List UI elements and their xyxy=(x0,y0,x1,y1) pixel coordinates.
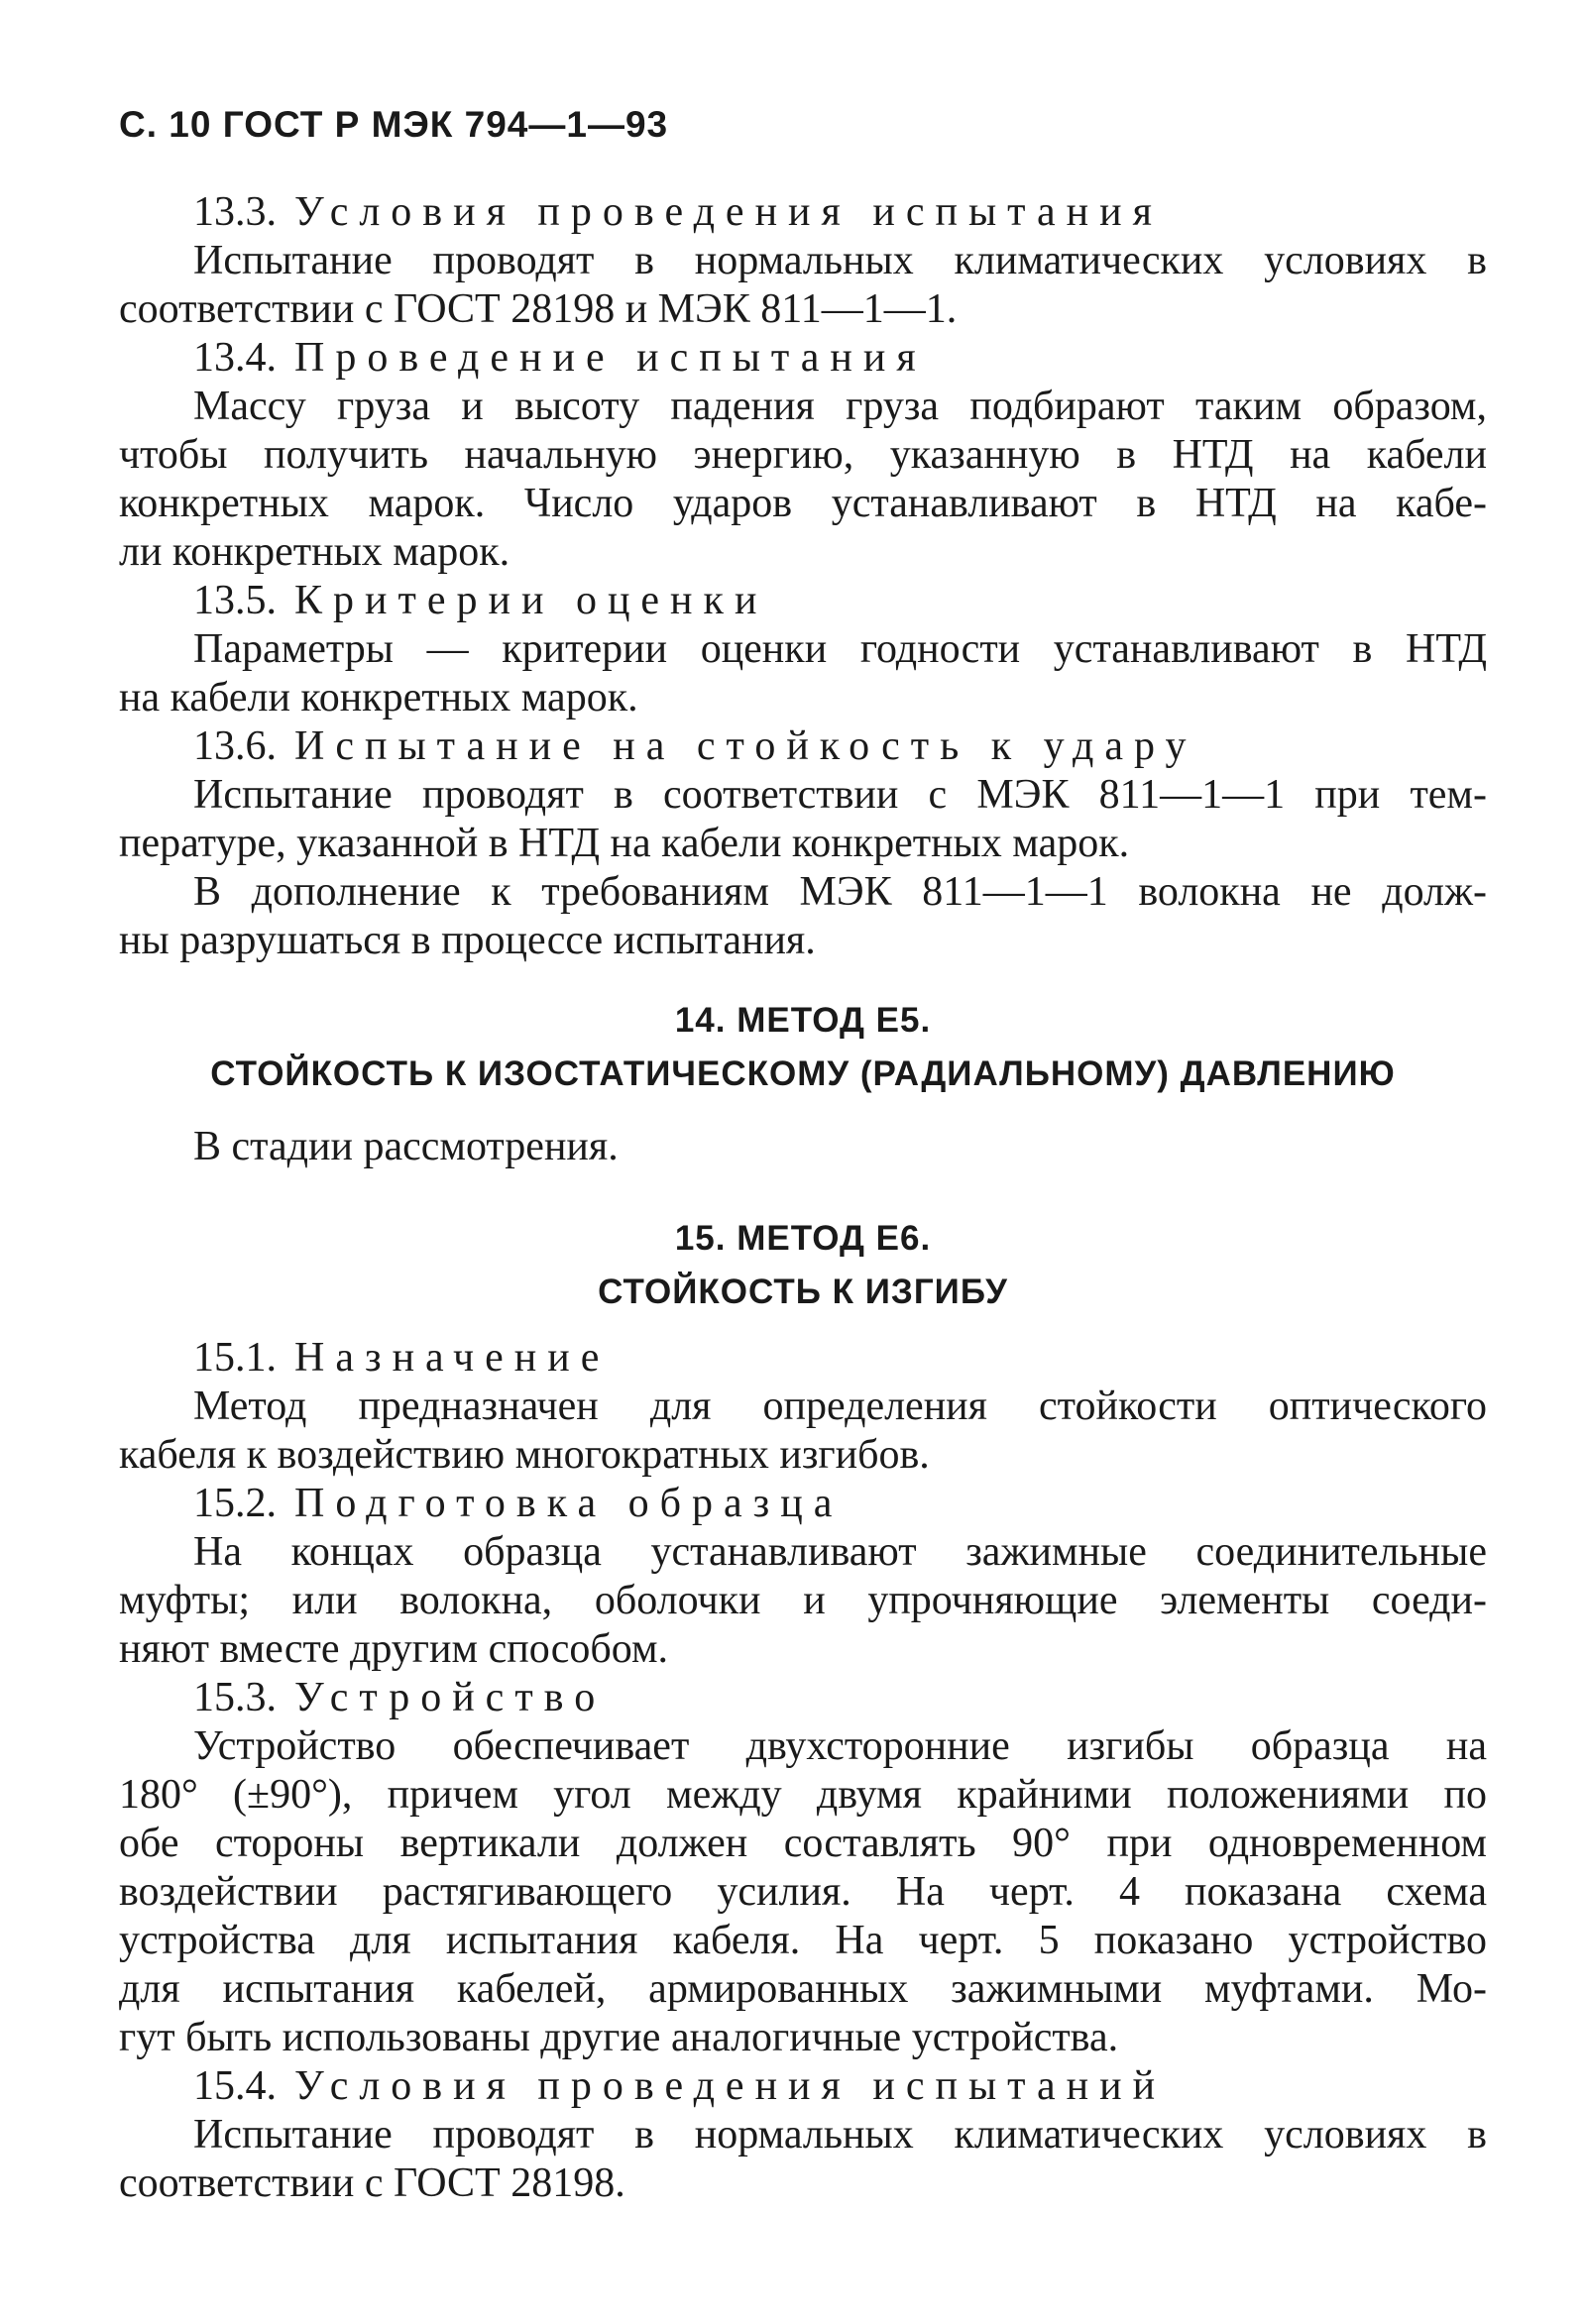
subsection-title: Подготовка образца xyxy=(294,1481,844,1526)
section-15-subtitle: СТОЙКОСТЬ К ИЗГИБУ xyxy=(598,1273,1008,1311)
subsection-heading xyxy=(119,1334,1487,1383)
subsection-heading xyxy=(119,722,1487,771)
text-line: Массу груза и высоту падения груза подбирают таким образом, xyxy=(193,384,1487,429)
text-line: Метод предназначен для определения стойкости оптического xyxy=(193,1383,1487,1429)
running-header: С. 10 ГОСТ Р МЭК 794—1—93 xyxy=(119,104,669,145)
section-15-4 xyxy=(119,2062,1487,2208)
text-line: устройства для испытания кабеля. На черт. 5 показано устройство xyxy=(119,1918,1487,1963)
text-line: В стадии рассмотрения. xyxy=(193,1124,619,1169)
text-line: В дополнение к требованиям МЭК 811—1—1 волокна не долж- xyxy=(193,869,1487,915)
section-13-6 xyxy=(119,722,1487,965)
text-line: Испытание проводят в нормальных климатических условиях в xyxy=(193,238,1487,283)
subsection-heading xyxy=(119,188,1487,237)
text-line: Испытание проводят в нормальных климатических условиях в xyxy=(193,2112,1487,2158)
text-line: кабеля к воздействию многократных изгибов. xyxy=(119,1432,930,1478)
subsection-title: Испытание на стойкость к удару xyxy=(294,723,1197,769)
text-line: соответствии с ГОСТ 28198 и МЭК 811—1—1. xyxy=(119,286,958,332)
subsection-number: 15.1. xyxy=(193,1335,277,1381)
section-14-title: 14. МЕТОД Е5. xyxy=(674,1001,932,1040)
subsection-title: Проведение испытания xyxy=(294,335,927,381)
subsection-heading xyxy=(119,334,1487,383)
text-line: Испытание проводят в соответствии с МЭК 811—1—1 при тем- xyxy=(193,772,1487,818)
section-13-4 xyxy=(119,334,1487,577)
text-line: ли конкретных марок. xyxy=(119,529,510,575)
section-13-5 xyxy=(119,577,1487,722)
text-line: няют вместе другим способом. xyxy=(119,1626,669,1672)
text-line: муфты; или волокна, оболочки и упрочняющие элементы соеди- xyxy=(119,1578,1487,1623)
text-line: для испытания кабелей, армированных зажимными муфтами. Мо- xyxy=(119,1966,1487,2012)
text-line: 180° (±90°), причем угол между двумя крайними положениями по xyxy=(119,1772,1487,1818)
text-line: конкретных марок. Число ударов устанавливают в НТД на кабе- xyxy=(119,481,1487,526)
subsection-number: 15.3. xyxy=(193,1675,277,1720)
text-line: Параметры — критерии оценки годности устанавливают в НТД xyxy=(193,626,1487,672)
subsection-heading xyxy=(119,1674,1487,1722)
text-line: ны разрушаться в процессе испытания. xyxy=(119,918,816,963)
subsection-heading xyxy=(119,577,1487,625)
subsection-number: 13.4. xyxy=(193,335,277,381)
subsection-number: 13.3. xyxy=(193,189,277,235)
text-line: гут быть использованы другие аналогичные устройства. xyxy=(119,2015,1119,2060)
subsection-heading xyxy=(119,2062,1487,2111)
text-line: воздействии растягивающего усилия. На черт. 4 показана схема xyxy=(119,1869,1487,1915)
text-line: соответствии с ГОСТ 28198. xyxy=(119,2160,625,2206)
text-line: на кабели конкретных марок. xyxy=(119,675,638,720)
text-line: На концах образца устанавливают зажимные соединительные xyxy=(193,1529,1487,1575)
text-line: пературе, указанной в НТД на кабели конкретных марок. xyxy=(119,821,1130,866)
section-15-title: 15. МЕТОД Е6. xyxy=(674,1219,932,1258)
section-13-3 xyxy=(119,188,1487,334)
text-line: чтобы получить начальную энергию, указанную в НТД на кабели xyxy=(119,432,1487,478)
text-line: обе стороны вертикали должен составлять 90° при одновременном xyxy=(119,1821,1487,1866)
section-15-1 xyxy=(119,1334,1487,1480)
subsection-title: Условия проведения испытаний xyxy=(294,2063,1167,2109)
subsection-title: Критерии оценки xyxy=(294,578,768,623)
subsection-number: 13.6. xyxy=(193,723,277,769)
subsection-heading xyxy=(119,1480,1487,1528)
subsection-number: 15.4. xyxy=(193,2063,277,2109)
subsection-number: 15.2. xyxy=(193,1481,277,1526)
text-line: Устройство обеспечивает двухсторонние изгибы образца на xyxy=(193,1723,1487,1769)
subsection-title: Устройство xyxy=(294,1675,607,1720)
section-14-body xyxy=(119,1123,1487,1171)
section-15-2 xyxy=(119,1480,1487,1674)
section-14-subtitle: СТОЙКОСТЬ К ИЗОСТАТИЧЕСКОМУ (РАДИАЛЬНОМУ) ДАВЛЕНИЮ xyxy=(210,1054,1396,1093)
subsection-title: Назначение xyxy=(294,1335,611,1381)
subsection-number: 13.5. xyxy=(193,578,277,623)
subsection-title: Условия проведения испытания xyxy=(294,189,1163,235)
section-15-3 xyxy=(119,1674,1487,2062)
